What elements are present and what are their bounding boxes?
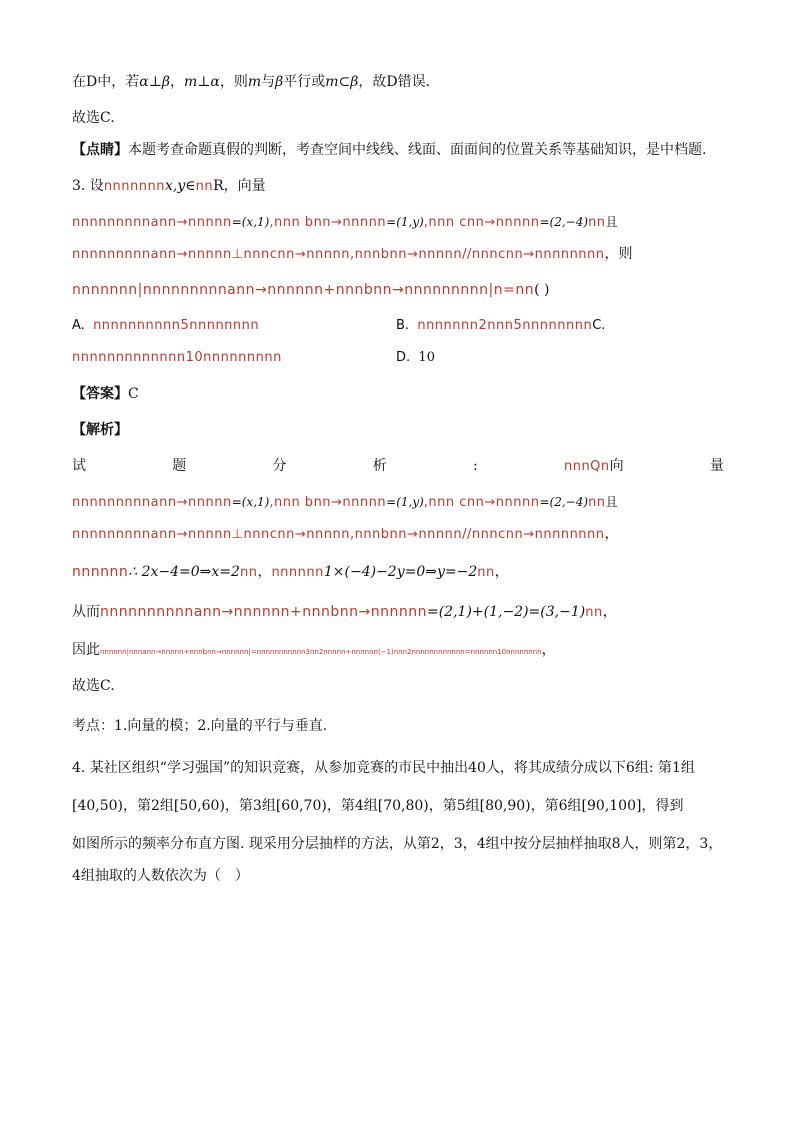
q4-line-2: [40,50)，第2组[50,60)，第3组[60,70)，第4组[70,80)，第5组[80,90)，第6组[90,100]，得到 [72, 798, 684, 814]
q4-line-1: 4. 某社区组织“学习强国”的知识竞赛，从参加竞赛的市民中抽出40人，将其成绩分成以下6组: 第1组 [72, 760, 695, 776]
jiexi: 【解析】 [72, 422, 128, 438]
line-d-case: 在D中，若α⊥β，m⊥α，则m与β平行或m⊂β，故D错误. [72, 74, 431, 90]
analysis-condition: nnnnnnnnnann→nnnnn⊥nnncnn→nnnnn,nnnbnn→nnnnn//nnncnn→nnnnnnnn， [72, 526, 619, 542]
analysis-header: 试 题 分 析 : nnnQn向 量 [72, 458, 724, 474]
solution-step-3: 因此nnnnnn|nnnann→nnnnn+nnnbnn→nnnnnn|=nnnnnnnnnnn3nn2nnnnn+nnnnnn(−1)nnn2nnnnnnnnnnnn=nnnnnn10nnnnnnnn， [72, 642, 556, 658]
analysis-vectors: nnnnnnnnnann→nnnnn=(x,1),nnn bnn→nnnnn=(1,y),nnn cnn→nnnnn=(2,−4)nn且 [72, 495, 618, 510]
option-c: nnnnnnnnnnnnn10nnnnnnnnn [72, 350, 282, 365]
kaodian: 考点：1.向量的模；2.向量的平行与垂直. [72, 718, 328, 734]
q4-line-4: 4组抽取的人数依次为（ ） [72, 868, 249, 884]
dianjing: 【点睛】本题考查命题真假的判断，考查空间中线线、线面、面面间的位置关系等基础知识，是中档题. [72, 142, 707, 158]
choose-c-1: 故选C. [72, 110, 115, 126]
option-a: A. nnnnnnnnnn5nnnnnnnn [72, 318, 260, 333]
q3-condition: nnnnnnnnnann→nnnnn⊥nnncnn→nnnnn,nnnbnn→nnnnn//nnncnn→nnnnnnnn，则 [72, 246, 633, 262]
solution-step-1: nnnnnn∴ 2x−4=0⇒x=2nn，nnnnnn1×(−4)−2y=0⇒y=−2nn， [72, 564, 509, 580]
solution-step-2: 从而nnnnnnnnnnann→nnnnnn+nnnbnn→nnnnnn=(2,1)+(1,−2)=(3,−1)nn， [72, 604, 617, 620]
option-d: D. 10 [396, 350, 435, 365]
q3-head: 3. 设nnnnnnnx,y∈nnR，向量 [72, 178, 266, 194]
choose-c-2: 故选C. [72, 678, 115, 694]
q3-question: nnnnnnn|nnnnnnnnnann→nnnnnn+nnnbnn→nnnnnnnnn|n=nn( ) [72, 282, 550, 298]
answer: 【答案】C [72, 386, 139, 402]
option-b: B. nnnnnnn2nnn5nnnnnnnnC. [396, 318, 606, 333]
q4-line-3: 如图所示的频率分布直方图. 现采用分层抽样的方法，从第2，3，4组中按分层抽样抽取8人，则第2，3， [72, 836, 723, 852]
q3-vectors: nnnnnnnnnann→nnnnn=(x,1),nnn bnn→nnnnn=(1,y),nnn cnn→nnnnn=(2,−4)nn且 [72, 215, 618, 230]
